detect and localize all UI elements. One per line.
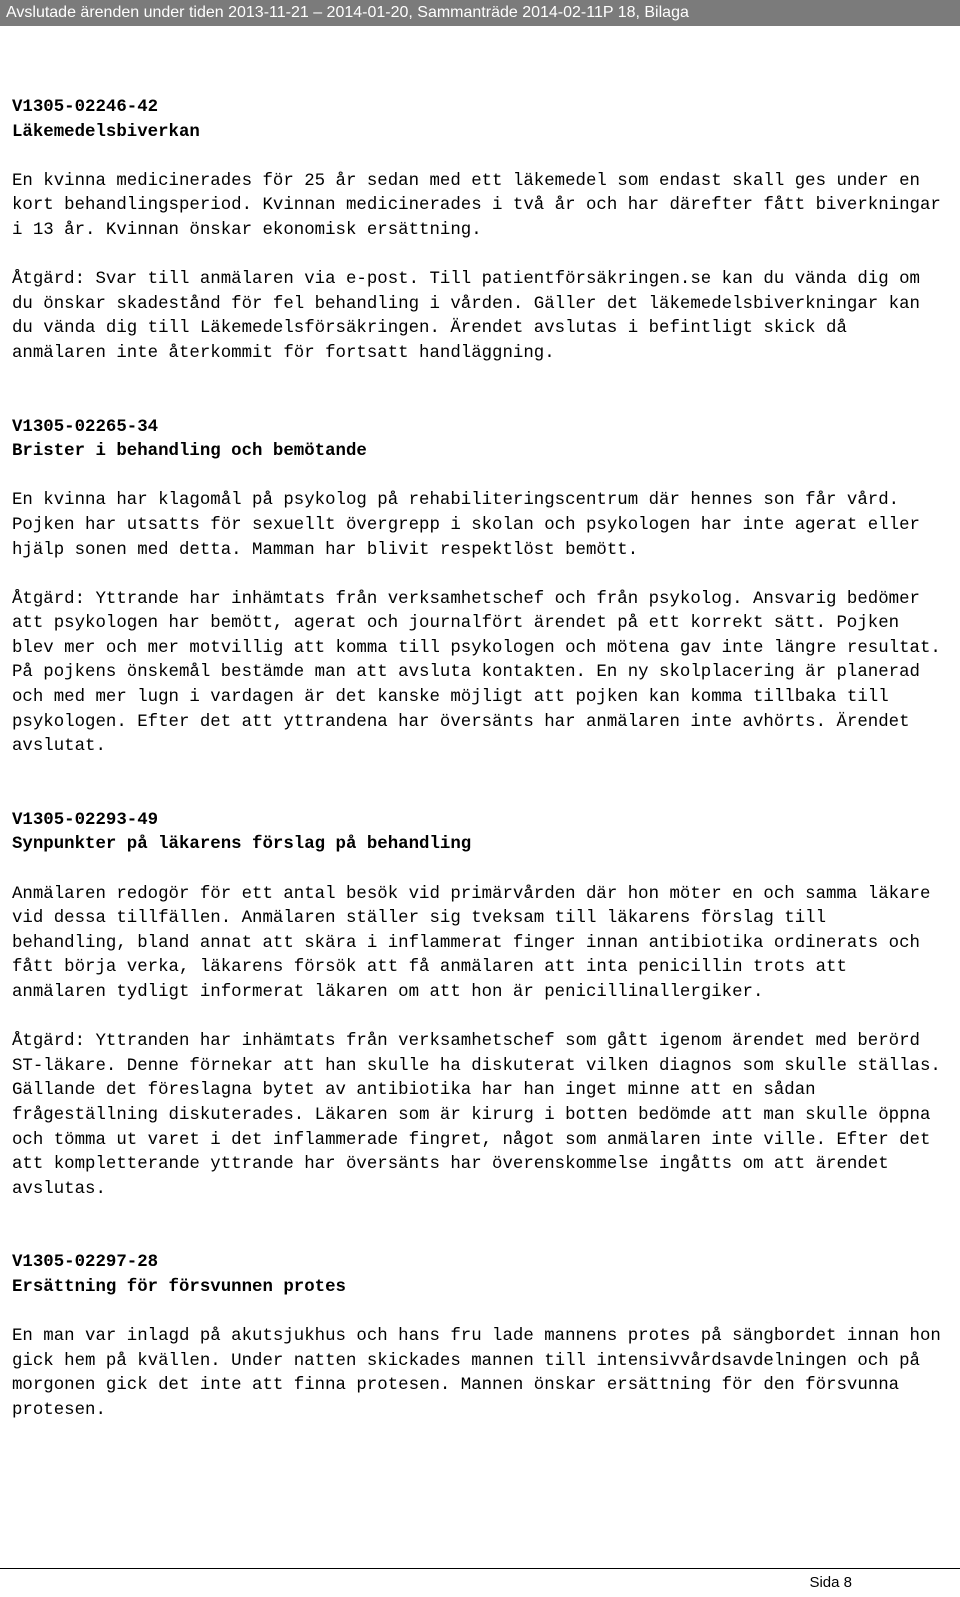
case-section	[12, 96, 942, 367]
case-id: V1305-02246-42	[12, 98, 159, 117]
case-title: Synpunkter på läkarens förslag på behandling	[12, 835, 472, 855]
case-title: Läkemedelsbiverkan	[12, 122, 200, 142]
case-id: V1305-02293-49	[12, 810, 159, 830]
case-section	[12, 809, 942, 1203]
case-description: Anmälaren redogör för ett antal besök vid primärvården där hon möter en och samma läkare vid dessa tillfällen. Anmälaren ställer sig tveksam till läkarens förslag till behandling, bland annat att skära i inflammerat finger innan antibiotika ordinerats och fått börja verka, läkarens försök att få anmälaren att inta penicillin trots att anmälaren tydligt informerat läkaren om att hon är penicillinallergiker.	[12, 884, 931, 1002]
case-action: Åtgärd: Yttrande har inhämtats från verksamhetschef och från psykolog. Ansvarig bedömer att psykologen har bemött, agerat och journalfört ärendet på ett korrekt sätt. Pojken blev mer och mer motvillig att komma till psykologen och mötena gav inte längre resultat. På pojkens önskemål bestämde man att avsluta kontakten. En ny skolplacering är planerad och med mer lugn i vardagen är det kanske möjligt att pojken kan komma tillbaka till psykologen. Efter det att yttrandena har översänts har anmälaren inte avhörts. Ärendet avslutat.	[12, 589, 941, 757]
page-number: Sida 8	[809, 1574, 852, 1591]
case-section	[12, 416, 942, 760]
case-title: Brister i behandling och bemötande	[12, 442, 367, 462]
case-description: En kvinna medicinerades för 25 år sedan med ett läkemedel som endast skall ges under en kort behandlingsperiod. Kvinnan medicinerades i två år och har därefter fått biverkningar i 13 år. Kvinnan önskar ekonomisk ersättning.	[12, 171, 941, 240]
document-header-text: Avslutade ärenden under tiden 2013-11-21 – 2014-01-20, Sammanträde 2014-02-11P 18, Bilaga	[6, 4, 689, 21]
case-description: En kvinna har klagomål på psykolog på rehabiliteringscentrum där hennes son får vård. Pojken har utsatts för sexuellt övergrepp i skolan och psykologen har inte agerat eller hjälp sonen med detta. Mamman har blivit respektlöst bemött.	[12, 491, 920, 560]
case-id: V1305-02265-34	[12, 417, 159, 437]
case-title: Ersättning för försvunnen protes	[12, 1277, 346, 1297]
document-body	[12, 96, 942, 1424]
case-action: Åtgärd: Svar till anmälaren via e-post. Till patientförsäkringen.se kan du vända dig om du önskar skadestånd för fel behandling i vården. Gäller det läkemedelsbiverkningar kan du vända dig till Läkemedelsförsäkringen. Ärendet avslutas i befintligt skick då anmälaren inte återkommit för fortsatt handläggning.	[12, 270, 920, 363]
case-id: V1305-02297-28	[12, 1253, 159, 1273]
case-description: En man var inlagd på akutsjukhus och hans fru lade mannens protes på sängbordet innan hon gick hem på kvällen. Under natten skickades mannen till intensivvårdsavdelningen och på morgonen gick det inte att finna protesen. Mannen önskar ersättning för den försvunna protesen.	[12, 1327, 941, 1420]
footer-divider	[0, 1568, 960, 1569]
case-section	[12, 1251, 942, 1423]
document-header	[0, 0, 960, 26]
case-action: Åtgärd: Yttranden har inhämtats från verksamhetschef som gått igenom ärendet med berörd ST-läkare. Denne förnekar att han skulle ha diskuterat vilken diagnos som skulle ställas. Gällande det föreslagna bytet av antibiotika har han inget minne att en sådan frågeställning diskuterades. Läkaren som är kirurg i botten bedömde att man skulle öppna och tömma ut varet i det inflammerade fingret, något som anmälaren inte ville. Efter det att kompletterande yttrande har översänts har överenskommelse ingåtts om att ärendet avslutas.	[12, 1032, 941, 1199]
